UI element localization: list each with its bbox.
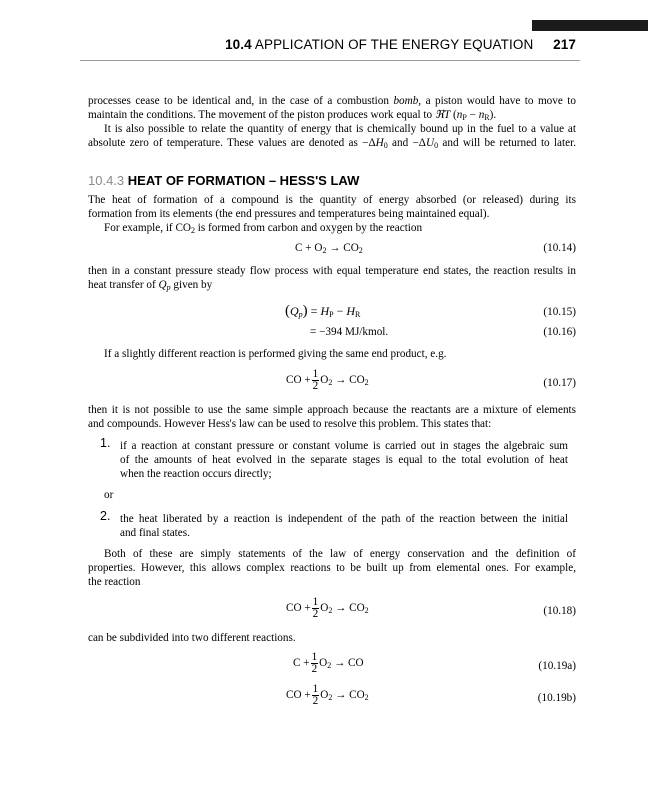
section-heading: 10.4.3 HEAT OF FORMATION – HESS'S LAW: [88, 173, 360, 188]
equation-label: (10.17): [543, 377, 576, 389]
para1-line2: maintain the conditions. The movement of the piston produces work equal to ℜT $(n_P - n_R)$.: [88, 109, 497, 122]
para1-line4: absolute zero of temperature. These values are denoted as $-\Delta H_0$ and $-\Delta U_0$ and will be returned to later.: [88, 137, 576, 150]
list-item-2-line1: the heat liberated by a reaction is independent of the path of the reaction between the initial: [120, 513, 568, 525]
equation-10-19b: CO + $\frac{1}{2}$ $O_2 \to CO_2$: [286, 683, 369, 707]
equation-10-17: CO + $\frac{1}{2}$ $O_2 \to CO_2$: [286, 368, 369, 392]
equation-10-16: = −394 MJ/kmol.: [310, 326, 389, 338]
para7-line1: can be subdivided into two different reactions.: [88, 632, 296, 644]
list-item-2-line2: and final states.: [120, 527, 190, 539]
para4-line1: If a slightly different reaction is performed giving the same end product, e.g.: [104, 348, 447, 360]
list-item-1-line3: when the reaction occurs directly;: [120, 468, 272, 480]
para1-line3: It is also possible to relate the quantity of energy that is chemically bound up in the fuel to a value at: [104, 123, 576, 135]
running-head: [225, 37, 576, 52]
para6-line3: the reaction: [88, 576, 141, 588]
para5-line1: then it is not possible to use the same simple approach because the reactants are a mixture of elements: [88, 404, 576, 416]
list-item-1-line2: of the amounts of heat evolved in the separate stages is equal to the total evolution of heat: [120, 454, 568, 466]
para6-line2: properties. However, this allows complex reactions to be built up from elemental ones. For example,: [88, 562, 576, 574]
equation-label: (10.19b): [537, 692, 576, 704]
para5-line2: and compounds. However Hess's law can be used to resolve this problem. This states that:: [88, 418, 492, 430]
page-number: 217: [553, 37, 576, 52]
equation-10-19a: C + $\frac{1}{2}$ $O_2$ → CO: [293, 651, 364, 675]
equation-10-14: $C + O_2 \to CO_2$: [295, 242, 363, 255]
section-title: APPLICATION OF THE ENERGY EQUATION: [254, 37, 534, 52]
equation-label: (10.14): [543, 242, 576, 254]
para2-line3: For example, if $CO_2$ is formed from carbon and oxygen by the reaction: [104, 222, 423, 235]
list-item-number: 1.: [100, 436, 111, 450]
list-or: or: [104, 489, 114, 501]
equation-label: (10.15): [543, 306, 576, 318]
section-number: 10.4: [225, 37, 252, 52]
equation-label: (10.16): [543, 326, 576, 338]
equation-label: (10.19a): [538, 660, 576, 672]
equation-10-18: CO + $\frac{1}{2}$ $O_2 \to CO_2$: [286, 596, 369, 620]
list-item-1-line1: if a reaction at constant pressure or constant volume is carried out in stages the algebraic sum: [120, 440, 568, 452]
para6-line1: Both of these are simply statements of the law of energy conservation and the definition of: [104, 548, 576, 560]
para1-line1: processes cease to be identical and, in the case of a combustion bomb, a piston would have to move to: [88, 95, 576, 107]
para2-line2: formation from its elements (the end pressures and temperatures being maintained equal).: [88, 208, 490, 220]
para2-line1: The heat of formation of a compound is the quantity of energy absorbed (or released) during its: [88, 194, 576, 206]
equation-10-15: $(Q_p) = H_P - H_R$: [285, 303, 361, 319]
header-rule: [80, 60, 580, 61]
header-accent-bar: [532, 20, 648, 31]
para3-line1: then in a constant pressure steady flow process with equal temperature end states, the reaction results in: [88, 265, 576, 277]
para3-line2: heat transfer of $Q_p$ given by: [88, 279, 213, 292]
equation-label: (10.18): [543, 605, 576, 617]
list-item-number: 2.: [100, 509, 111, 523]
